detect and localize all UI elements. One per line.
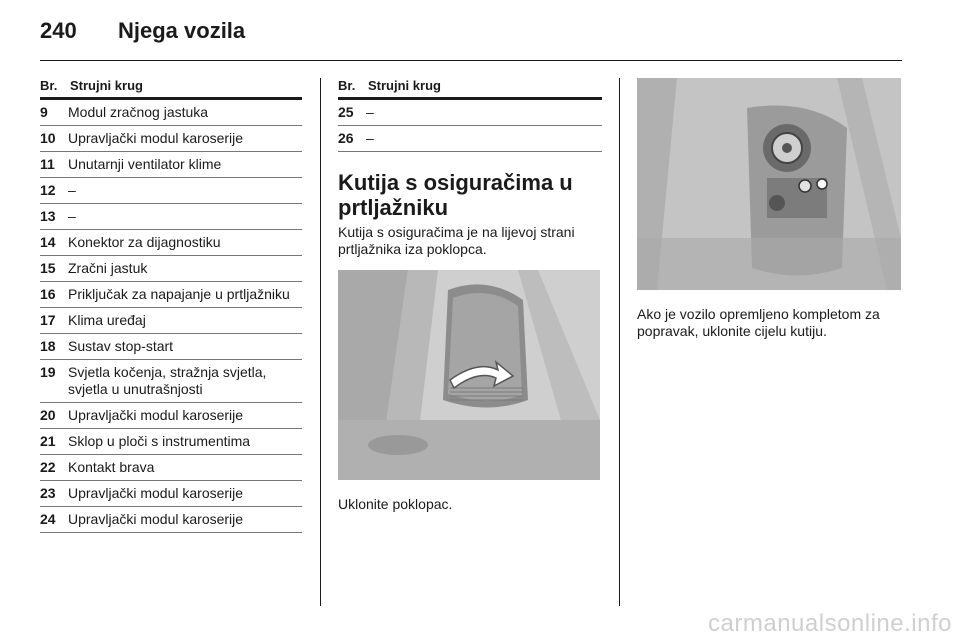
- table-row: [40, 100, 302, 126]
- table-row: [40, 282, 302, 308]
- fuse-number: 13: [40, 208, 56, 224]
- fuse-number: 14: [40, 234, 56, 250]
- header-no: Br.: [338, 78, 356, 93]
- fuse-number: 19: [40, 364, 56, 380]
- table-header: [40, 78, 302, 100]
- table-row: [40, 455, 302, 481]
- circuit-name: Kontakt brava: [68, 459, 155, 475]
- table-row: [40, 481, 302, 507]
- table-row: [40, 429, 302, 455]
- fuse-number: 9: [40, 104, 48, 120]
- circuit-name: Upravljački modul karoserije: [68, 485, 244, 501]
- fuse-number: 23: [40, 485, 56, 501]
- circuit-name: Konektor za dijagnostiku: [68, 234, 221, 250]
- circuit-name: Sklop u ploči s instrumentima: [68, 433, 251, 449]
- table-row: [40, 334, 302, 360]
- circuit-name: Klima uređaj: [68, 312, 146, 328]
- fuse-number: 18: [40, 338, 56, 354]
- table-row: [338, 100, 602, 126]
- column-divider: [320, 78, 321, 606]
- circuit-name: Svjetla kočenja, stražnja svjetla, svjetla u unutrašnjosti: [68, 364, 267, 397]
- table-row: [40, 308, 302, 334]
- table-row: [40, 230, 302, 256]
- fuse-number: 25: [338, 104, 354, 120]
- fuse-box-photo: [637, 78, 901, 290]
- circuit-name: Unutarnji ventilator klime: [68, 156, 222, 172]
- header-divider: [40, 60, 902, 61]
- header-circuit: Strujni krug: [368, 78, 441, 93]
- fuse-number: 17: [40, 312, 56, 328]
- watermark: carmanualsonline.info: [708, 610, 952, 637]
- table-row: [338, 126, 602, 152]
- table-row: [40, 204, 302, 230]
- page-header: [40, 18, 245, 50]
- page-number: 240: [40, 18, 77, 43]
- fuse-number: 11: [40, 156, 55, 172]
- circuit-name: Zračni jastuk: [68, 260, 148, 276]
- circuit-name: Priključak za napajanje u prtljažniku: [68, 286, 290, 302]
- circuit-name: –: [366, 130, 374, 146]
- caption-remove-box: Ako je vozilo opremljeno kompletom za popravak, uklonite cijelu kutiju.: [637, 306, 880, 339]
- circuit-name: –: [366, 104, 374, 120]
- fuse-number: 16: [40, 286, 56, 302]
- table-row: [40, 403, 302, 429]
- page-title: Njega vozila: [118, 18, 246, 43]
- right-column: [637, 78, 901, 340]
- trunk-cover-photo: [338, 270, 600, 480]
- header-circuit: Strujni krug: [70, 78, 143, 93]
- circuit-name: Upravljački modul karoserije: [68, 511, 244, 527]
- fuse-table-left: [40, 78, 302, 533]
- header-no: Br.: [40, 78, 58, 93]
- table-row: [40, 256, 302, 282]
- fuse-number: 10: [40, 130, 56, 146]
- fuse-number: 24: [40, 511, 56, 527]
- table-row: [40, 178, 302, 204]
- fuse-number: 21: [40, 433, 56, 449]
- section-intro: Kutija s osiguračima je na lijevoj strani prtljažnika iza poklopca.: [338, 224, 575, 257]
- middle-column: [338, 78, 602, 513]
- table-row: [40, 507, 302, 533]
- section-title: Kutija s osiguračima u prtljažniku: [338, 170, 573, 220]
- table-header: [338, 78, 602, 100]
- table-row: [40, 152, 302, 178]
- fuse-number: 12: [40, 182, 56, 198]
- fuse-number: 22: [40, 459, 56, 475]
- circuit-name: Upravljački modul karoserije: [68, 407, 244, 423]
- fuse-number: 20: [40, 407, 56, 423]
- circuit-name: –: [68, 208, 76, 224]
- table-row: [40, 126, 302, 152]
- column-divider: [619, 78, 620, 606]
- table-row: [40, 360, 302, 403]
- fuse-number: 26: [338, 130, 354, 146]
- circuit-name: Sustav stop-start: [68, 338, 174, 354]
- circuit-name: –: [68, 182, 76, 198]
- circuit-name: Upravljački modul karoserije: [68, 130, 244, 146]
- caption-remove-cover: Uklonite poklopac.: [338, 496, 453, 512]
- circuit-name: Modul zračnog jastuka: [68, 104, 209, 120]
- fuse-number: 15: [40, 260, 56, 276]
